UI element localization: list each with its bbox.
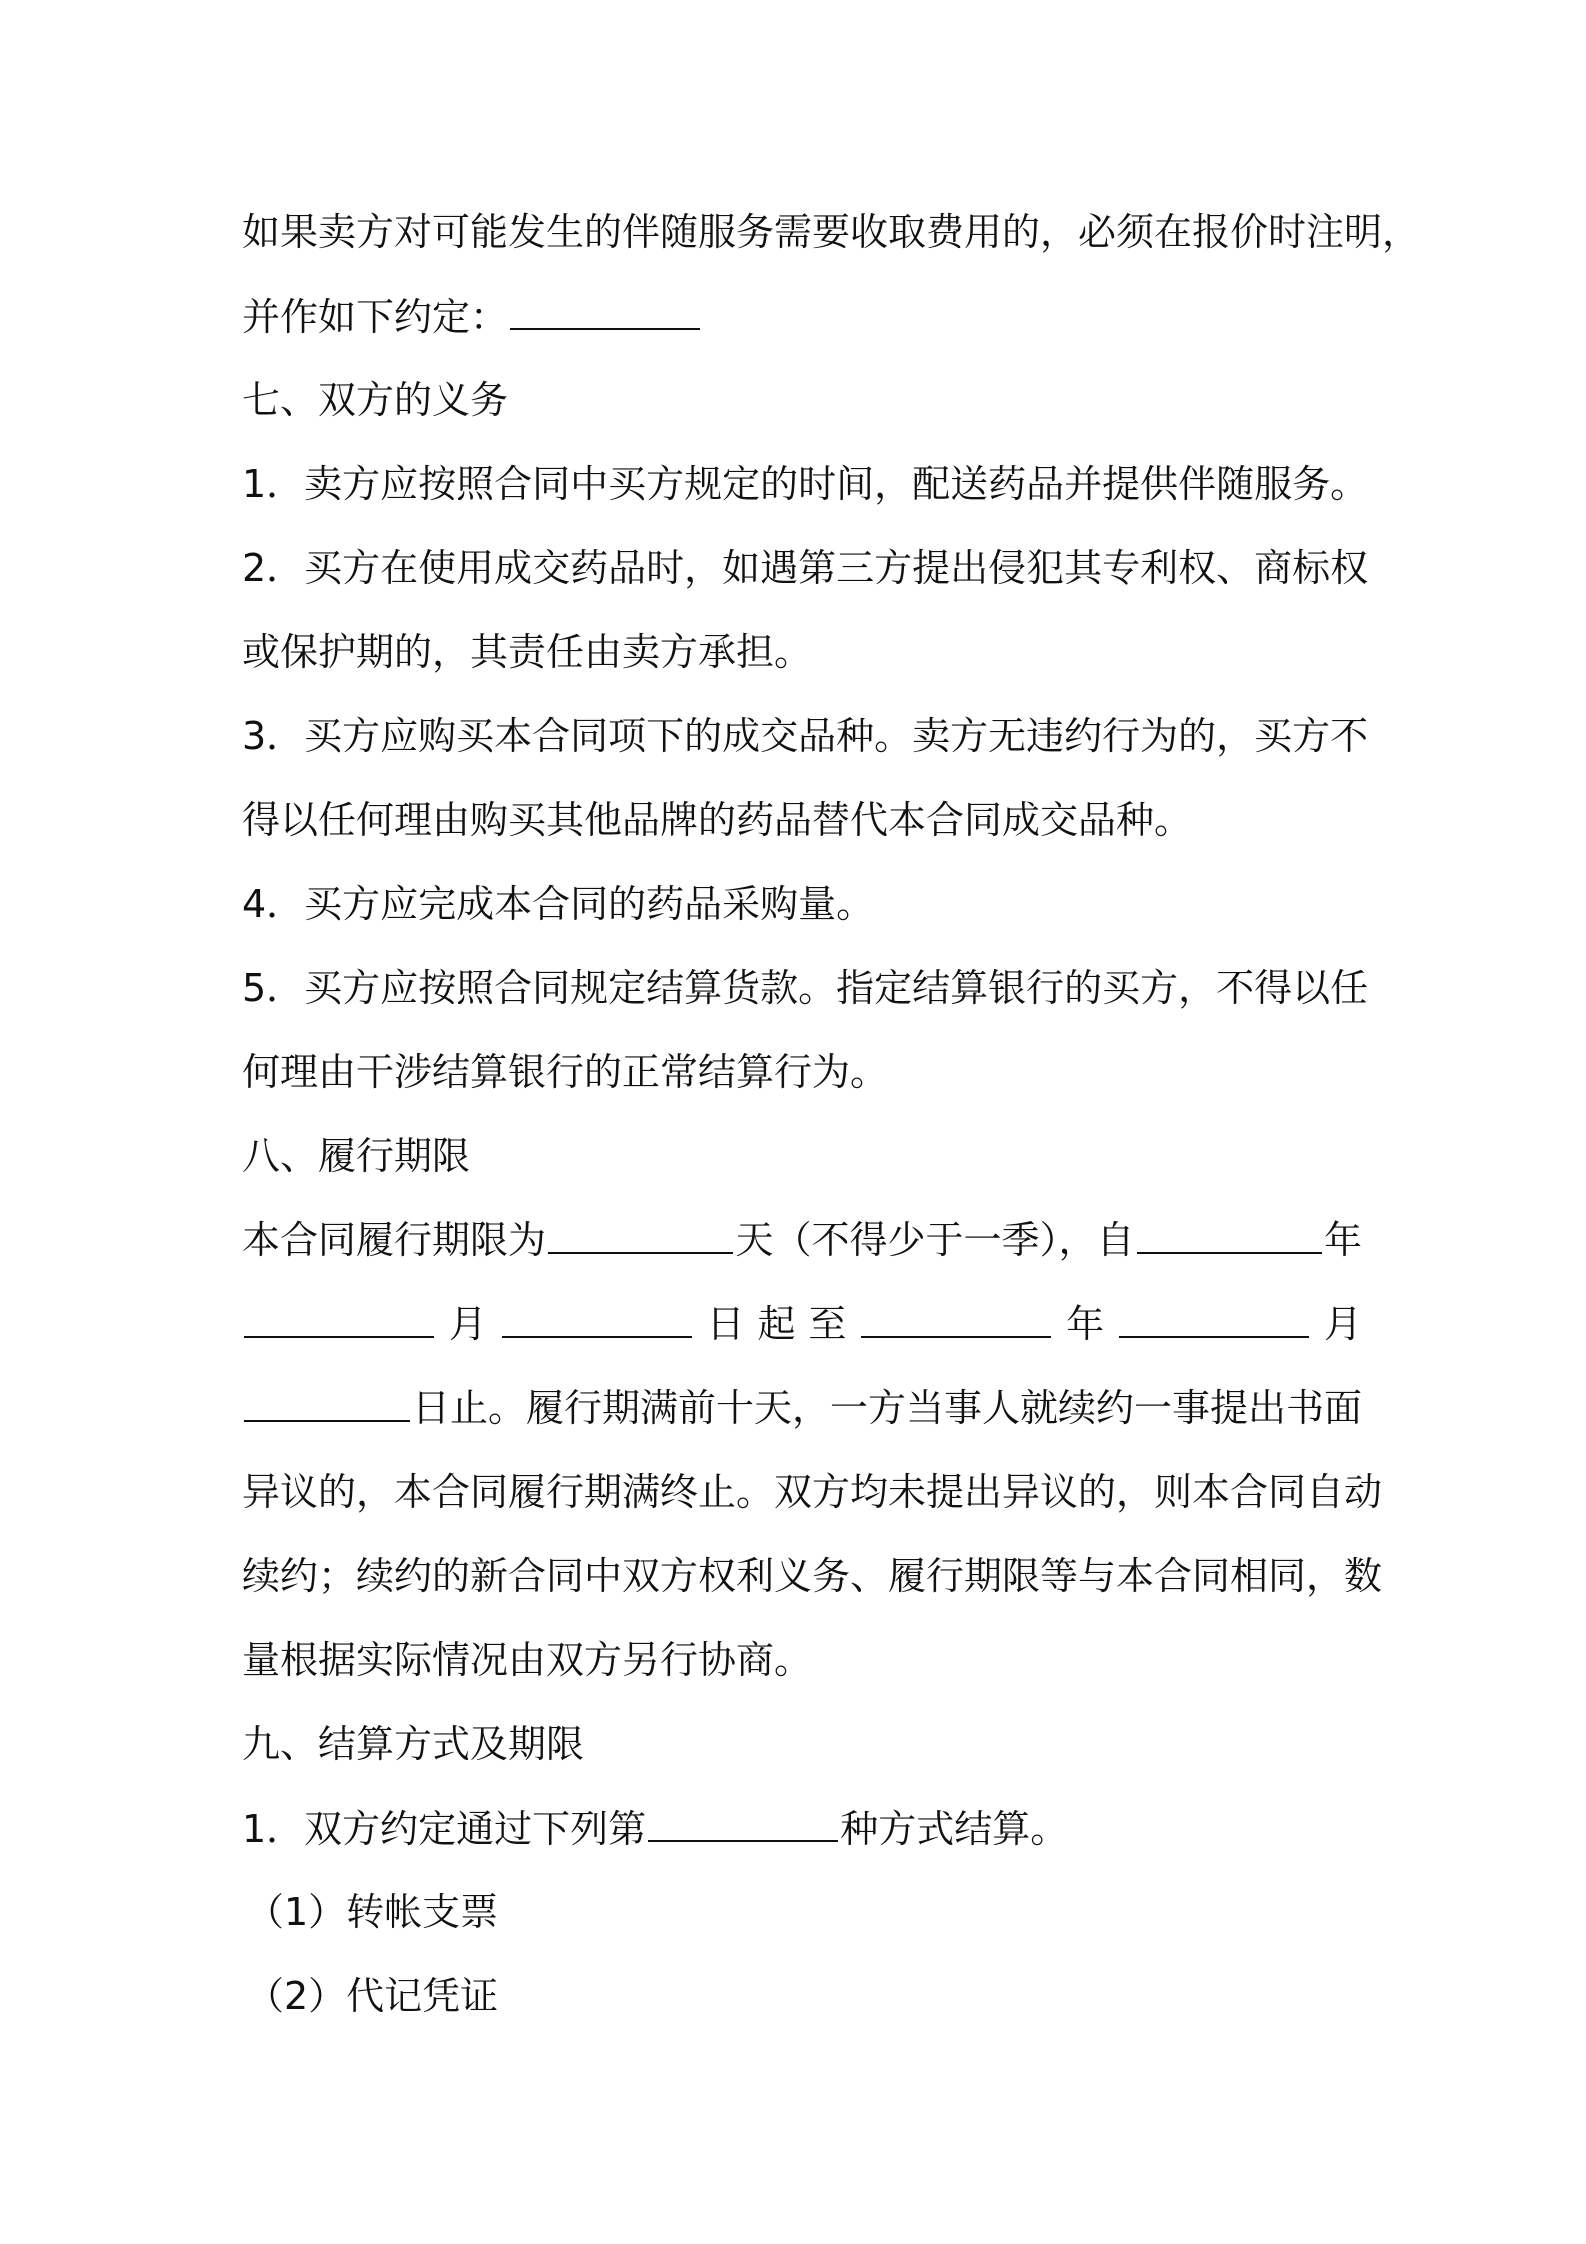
line-text: 年 — [1323, 1218, 1362, 1262]
document-page — [242, 200, 1421, 2048]
line-text: 年 — [1066, 1302, 1105, 1346]
paragraph-line: 3．买方应购买本合同项下的成交品种。卖方无违约行为的，买方不 — [242, 714, 1369, 758]
term-line-3 — [242, 1376, 1362, 1460]
line-text: 至 — [808, 1302, 847, 1346]
paragraph-line: 异议的，本合同履行期满终止。双方均未提出异议的，则本合同自动 — [242, 1470, 1383, 1514]
fill-blank — [502, 1292, 692, 1338]
term-line-1 — [242, 1208, 1362, 1292]
paragraph-line: 何理由干涉结算银行的正常结算行为。 — [242, 1050, 889, 1094]
paragraph-line — [242, 284, 1362, 368]
section-heading: 八、履行期限 — [242, 1134, 471, 1178]
term-line-2 — [242, 1292, 1362, 1376]
paragraph-line: 2．买方在使用成交药品时，如遇第三方提出侵犯其专利权、商标权 — [242, 546, 1369, 590]
option-item: （2）代记凭证 — [246, 1974, 499, 2018]
paragraph-line: 得以任何理由购买其他品牌的药品替代本合同成交品种。 — [242, 798, 1193, 842]
line-text: 起 — [757, 1302, 796, 1346]
line-text: 并作如下约定： — [242, 295, 509, 339]
line-text: 天（不得少于一季），自 — [735, 1218, 1135, 1262]
settle-line — [242, 1796, 1362, 1880]
paragraph-line: 或保护期的，其责任由卖方承担。 — [242, 630, 813, 674]
line-text: 种方式结算。 — [840, 1807, 1069, 1851]
paragraph-line: 续约；续约的新合同中双方权利义务、履行期限等与本合同相同，数 — [242, 1554, 1383, 1598]
section-heading: 七、双方的义务 — [242, 378, 509, 422]
paragraph-line: 如果卖方对可能发生的伴随服务需要收取费用的，必须在报价时注明， — [242, 210, 1421, 254]
fill-blank — [1119, 1292, 1309, 1338]
line-text: 日止。履行期满前十天，一方当事人就续约一事提出书面 — [411, 1386, 1362, 1430]
line-text: 1．双方约定通过下列第 — [242, 1807, 647, 1851]
paragraph-line: 4．买方应完成本合同的药品采购量。 — [242, 882, 875, 926]
paragraph-line: 1．卖方应按照合同中买方规定的时间，配送药品并提供伴随服务。 — [242, 462, 1369, 506]
fill-blank — [244, 1292, 434, 1338]
line-text: 本合同履行期限为 — [242, 1218, 547, 1262]
line-text: 月 — [1323, 1302, 1362, 1346]
line-text: 日 — [706, 1302, 745, 1346]
option-item: （1）转帐支票 — [246, 1890, 499, 1934]
paragraph-line: 5．买方应按照合同规定结算货款。指定结算银行的买方，不得以任 — [242, 966, 1369, 1010]
section-heading: 九、结算方式及期限 — [242, 1722, 585, 1766]
paragraph-line: 量根据实际情况由双方另行协商。 — [242, 1638, 813, 1682]
fill-blank — [861, 1292, 1051, 1338]
line-text: 月 — [448, 1302, 487, 1346]
fill-blank — [510, 284, 700, 330]
fill-blank — [244, 1376, 410, 1422]
fill-blank — [1137, 1208, 1322, 1254]
fill-blank — [648, 1796, 838, 1842]
fill-blank — [548, 1208, 733, 1254]
